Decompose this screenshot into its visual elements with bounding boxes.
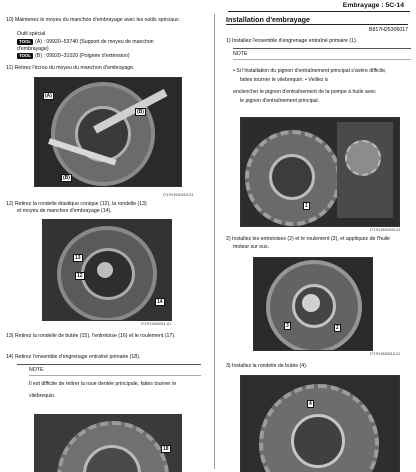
fig6-callout-4: 4	[309, 401, 312, 407]
tool-a-line	[17, 39, 154, 45]
tool-b-badge: TOOL	[19, 53, 32, 58]
install-step-1-text: 1) Installez l'ensemble d'engrenage entraîné primaire (1).	[226, 38, 358, 44]
figure-primary-driven-gear	[34, 414, 182, 472]
note-right-label: NOTE	[233, 51, 248, 57]
tool-heading: Outil spécial	[17, 31, 46, 37]
step-10-text: 10) Maintenez le moyeu du manchon d'embrayage avec les outils spéciaux.	[6, 17, 181, 23]
note-right-sep-rule	[233, 59, 411, 60]
driven-gear-center-image	[269, 154, 315, 200]
column-divider	[214, 14, 215, 469]
note-right-text-l2: faites tourner le vilebrequin. • Veillez à	[240, 77, 328, 83]
figure-4-id: I717H1530043-01	[370, 228, 401, 232]
note-right-text-l1: • Si l'installation du pignon d'entraînement principal s'avère difficile,	[233, 68, 387, 74]
thrust-washer-image	[291, 414, 345, 468]
step-13-text: 13) Retirez la rondelle de butée (15), l'entretoise (16) et le roulement (17).	[6, 333, 176, 339]
note-left-text-l1: Il est difficile de retirer la roue dentée principale, faites tourner le	[29, 381, 177, 387]
note-left-text-l2: vilebrequin.	[29, 393, 56, 399]
fig1-callout-b1: (B)	[137, 109, 144, 115]
page-header	[0, 0, 416, 12]
note-right-top-rule	[233, 48, 411, 49]
fig3-callout-18: 18	[163, 446, 169, 452]
hub-shaft-image	[97, 262, 113, 278]
step-11-text: 11) Retirez l'écrou du moyeu du manchon d'embrayage.	[6, 65, 135, 71]
tool-a-text: (A) : 09920–53740 (Support de moyeu de manchon	[35, 39, 154, 45]
note-left-sep-rule	[29, 375, 201, 376]
figure-5-id: I717H1530013-01	[370, 352, 401, 356]
figure-2-id: I717H1530011-01	[141, 322, 172, 326]
fig4-callout-1: 1	[305, 203, 308, 209]
fig1-callout-b2: (B)	[63, 175, 70, 181]
fig2-callout-12: 12	[77, 273, 83, 279]
tool-a-text-cont: d'embrayage)	[17, 46, 49, 52]
note-left-label: NOTE	[29, 367, 44, 373]
reference-code: B817H25306017	[369, 27, 408, 33]
section-title-rule	[226, 24, 408, 25]
figure-install-spacers-bearing	[253, 257, 373, 351]
section-title: Installation d'embrayage	[226, 15, 310, 24]
fig2-callout-13: 13	[75, 255, 81, 261]
note-right-text-l4: le pignon d'entraînement principal.	[240, 98, 320, 104]
step-12-text-l2: et moyeu de manchon d'embrayage (14).	[17, 208, 112, 214]
fig5-callout-2: 2	[336, 325, 339, 331]
figure-install-primary-gear	[240, 117, 400, 227]
tool-a-badge: TOOL	[19, 39, 32, 44]
install-step-2-text-l1: 2) Installez les entretoises (2) et le roulement (3), et appliquez de l'huile	[226, 236, 390, 242]
step-14-text: 14) Retirez l'ensemble d'engrenage entraîné primaire (18).	[6, 354, 141, 360]
spacer-image	[302, 294, 320, 312]
fig2-callout-14: 14	[157, 299, 163, 305]
figure-install-thrust-washer	[240, 375, 400, 472]
note-left-top-rule	[17, 364, 201, 365]
page-section-label: Embrayage : 5C-14	[342, 2, 404, 9]
tool-b-text: (B) : 09920–31020 (Poignée d'extension)	[35, 53, 130, 59]
fig5-callout-3: 3	[286, 323, 289, 329]
figure-clutch-hub-holder	[34, 77, 182, 187]
step-12-text-l1: 12) Retirez la rondelle élastique conique (12), la rondelle (13)	[6, 201, 147, 207]
oil-pump-gear-image	[345, 140, 381, 176]
note-right-text-l3: enclencher le pignon d'entraînement de la pompe à huile avec	[233, 89, 376, 95]
install-step-3-text: 3) Installez la rondelle de butée (4).	[226, 363, 308, 369]
fig1-callout-a: (A)	[45, 93, 52, 99]
tool-b-line	[17, 53, 130, 59]
figure-1-id: I717H1530010-01	[163, 193, 194, 197]
figure-clutch-hub-removal	[42, 219, 172, 321]
install-step-2-text-l2: moteur sur eux.	[233, 244, 270, 250]
header-rule	[228, 11, 410, 12]
